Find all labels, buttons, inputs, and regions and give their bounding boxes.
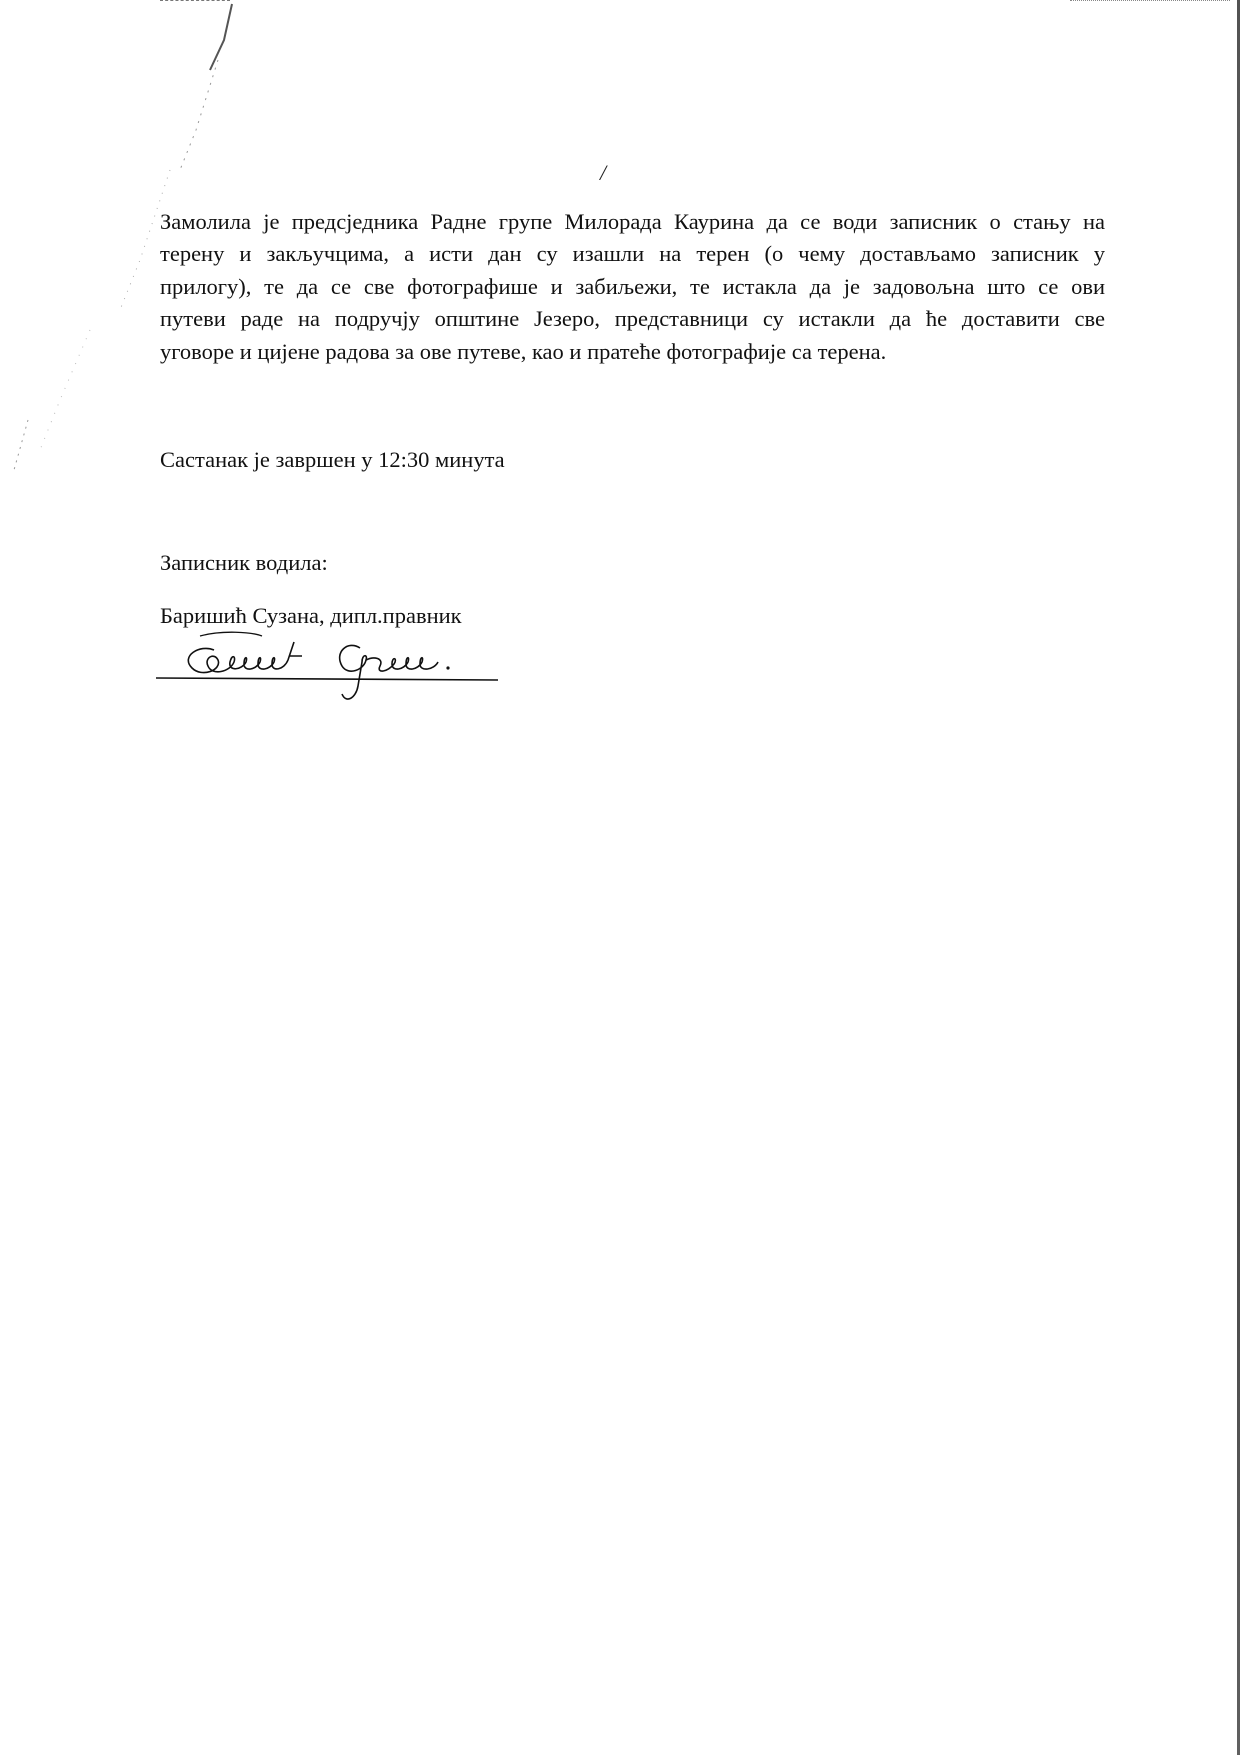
meeting-closing-statement: Састанак је завршен у 12:30 минута <box>160 447 505 472</box>
handwritten-signature <box>152 626 502 710</box>
page-mark: / <box>600 160 607 185</box>
recorder-name: Баришић Сузана, дипл.правник <box>160 603 462 628</box>
paragraph-line: Замолила је предсједника Радне групе Милорада Каурина да се води записник о стању на <box>160 209 1105 234</box>
recorder-label: Записник водила: <box>160 550 328 575</box>
paragraph-line: уговоре и цијене радова за ове путеве, као и пратеће фотографије са терена. <box>160 338 887 364</box>
paragraph-line: прилогу), те да се све фотографише и забиљежи, те истакла да је задовољна што се ови <box>160 273 1105 299</box>
body-paragraph <box>160 206 1105 368</box>
paragraph-line: терену и закључцима, а исти дан су изашли на терен (о чему достављамо записник у <box>160 241 1105 267</box>
scan-top-right-artifact <box>1070 0 1230 4</box>
paragraph-line: путеви раде на подручју општине Језеро, представници су истакли да ће доставити све <box>160 306 1105 332</box>
